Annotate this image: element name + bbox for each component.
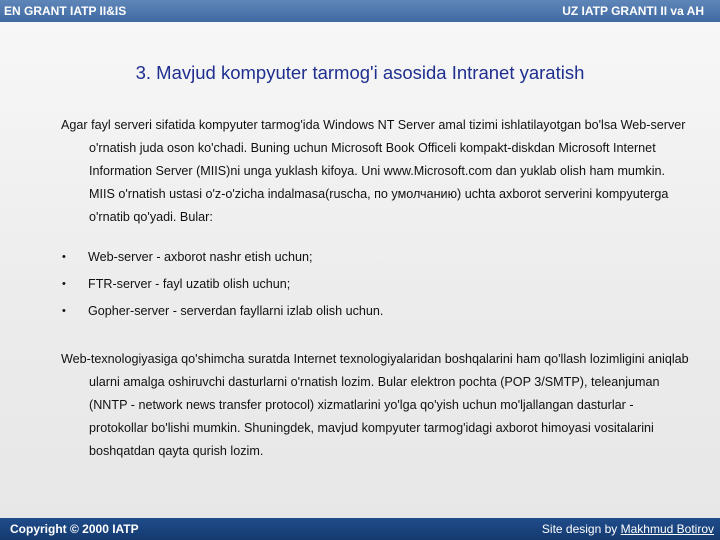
list-item: [0, 275, 720, 302]
list-item: [0, 302, 720, 329]
paragraph-intro: Agar fayl serveri sifatida kompyuter tarmog'ida Windows NT Server amal tizimi ishlatilayotgan bo'lsa Web-server o'rnatish juda oson ko'chadi. Buning uchun Microsoft Book Officeli kompakt-diskdan Microsoft Internet Information Server (MIIS)ni unga yuklash kifoya. Uni www.Microsoft.com dan yuklab olish ham mumkin. MIIS o'rnatish ustasi o'z-o'zicha indalmasa(ruscha, по умолчанию) uchta axborot serverini kompyuterga o'rnatib qo'yadi. Bular:: [61, 118, 686, 224]
list-item: [0, 248, 720, 275]
design-credit: [542, 522, 714, 536]
designer-link[interactable]: Makhmud Botirov: [620, 522, 714, 536]
bullet-icon: •: [62, 278, 66, 290]
header-left-text: EN GRANT IATP II&IS: [4, 4, 127, 18]
header-right-text: UZ IATP GRANTI II va AH: [562, 4, 704, 18]
list-item-text: FTR-server - fayl uzatib olish uchun;: [88, 277, 291, 291]
slide-title: 3. Mavjud kompyuter tarmog'i asosida Intranet yaratish: [135, 62, 585, 83]
slide-content: [0, 22, 720, 518]
paragraph-technologies: Web-texnologiyasiga qo'shimcha suratda Internet texnologiyalaridan boshqalarini ham qo'llash lozimligini aniqlab ularni amalga oshiruvchi dasturlarni o'rnatish lozim. Bular elektron pochta (POP 3/SMTP), teleanjuman (NNTP - network news transfer protocol) xizmatlarini yo'lga qo'yish uchun mo'ljallangan dasturlar - protokollar bo'lishi mumkin. Shuningdek, mavjud kompyuter tarmog'idagi axborot himoyasi vositalarini boshqatdan qayta qurish lozim.: [61, 352, 689, 458]
header-bar: [0, 0, 720, 22]
server-list: [0, 248, 720, 329]
footer-bar: [0, 518, 720, 540]
list-item-text: Web-server - axborot nashr etish uchun;: [88, 250, 313, 264]
list-item-text: Gopher-server - serverdan fayllarni izlab olish uchun.: [88, 304, 384, 318]
bullet-icon: •: [62, 305, 66, 317]
bullet-icon: •: [62, 251, 66, 263]
design-credit-prefix: Site design by: [541, 522, 621, 536]
copyright-text: Copyright © 2000 IATP: [10, 522, 139, 536]
